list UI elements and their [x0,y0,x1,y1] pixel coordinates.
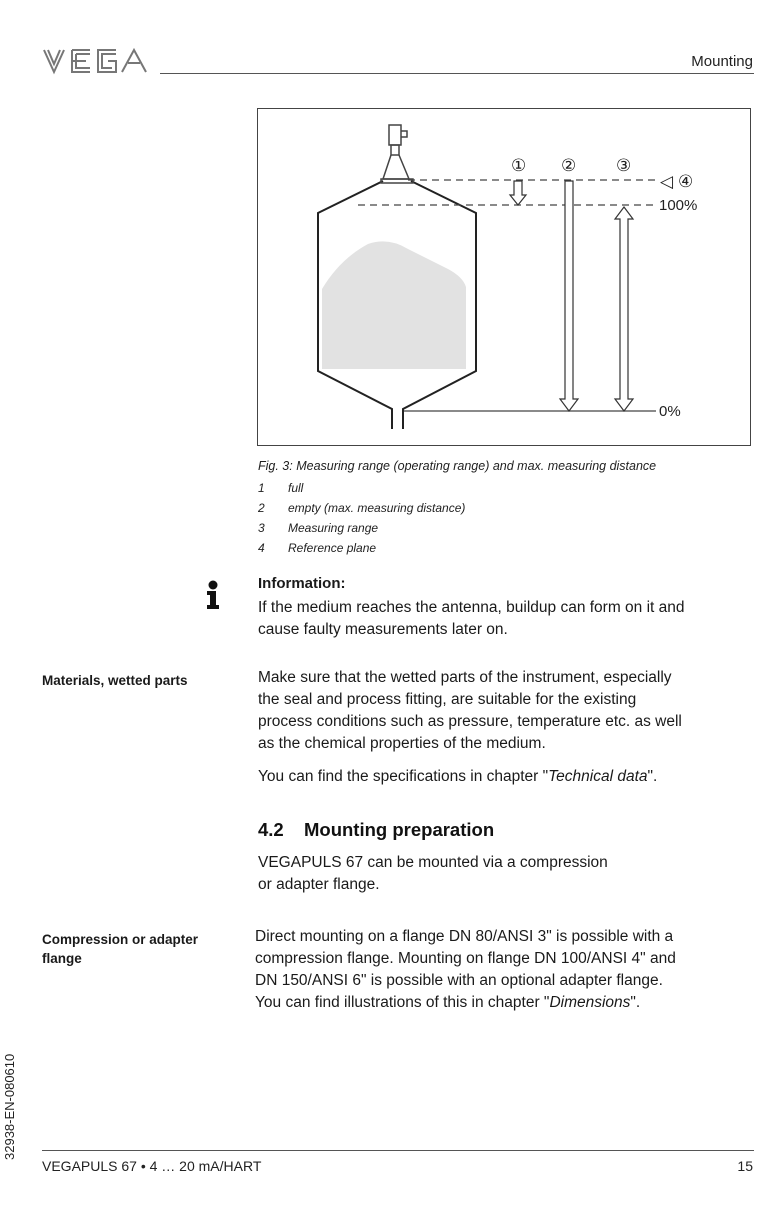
legend-item: 3 Measuring range [258,521,379,535]
arrow-empty [560,181,578,411]
marker-2: ② [561,156,577,176]
technical-data-link: Technical data [548,768,648,785]
information-heading: Information: [258,575,346,592]
header-title: Mounting [691,53,753,70]
figure-caption: Fig. 3: Measuring range (operating range) and max. measuring distance [258,459,657,473]
marker-4: ④ [678,172,694,192]
flange-text: Direct mounting on a flange DN 80/ANSI 3" is possible with a compression flange. Mounting on flange DN 100/ANSI 4" and DN 150/ANSI 6" is possible with an optional adapter flange. You can find illustrations of this in chapter "Dimensions". [255,928,676,1011]
tank-diagram [258,109,752,447]
medium-fill [322,241,466,369]
materials-text: Make sure that the wetted parts of the instrument, especially the seal and process fitting, are suitable for the existing process conditions such as pressure, temperature etc. as well as the chemical properties of the medium. [258,669,682,752]
reference-arrow: ◁ [660,172,674,192]
dimensions-link: Dimensions [549,994,631,1011]
marker-1: ① [511,156,527,176]
marker-3: ③ [616,156,632,176]
vega-logo [42,46,152,76]
page-number: 15 [737,1158,753,1174]
footer-rule [42,1150,754,1151]
legend-item: 1 full [258,481,304,495]
arrow-measuring-range [615,207,633,411]
footer-product: VEGAPULS 67 • 4 … 20 mA/HART [42,1158,262,1174]
arrow-full [510,181,526,205]
header-rule [160,73,754,74]
info-icon [204,580,222,610]
section-title: 4.2 Mounting preparation [258,819,495,840]
materials-spec-ref: You can find the specifications in chapter "Technical data". [258,768,658,785]
figure-legend [258,478,465,558]
information-text: If the medium reaches the antenna, buildup can form on it and cause faulty measurements later on. [258,599,685,638]
materials-label: Materials, wetted parts [42,673,188,688]
flange-label: Compression or adapter flange [42,932,199,966]
document-id: 32938-EN-080610 [2,1053,17,1160]
label-100: 100% [659,197,698,214]
figure-measuring-range [257,108,751,446]
label-0: 0% [659,403,681,420]
legend-item: 2 empty (max. measuring distance) [258,501,466,515]
legend-item: 4 Reference plane [258,541,377,555]
section-intro: VEGAPULS 67 can be mounted via a compression or adapter flange. [258,854,608,893]
sensor-antenna [381,125,413,183]
